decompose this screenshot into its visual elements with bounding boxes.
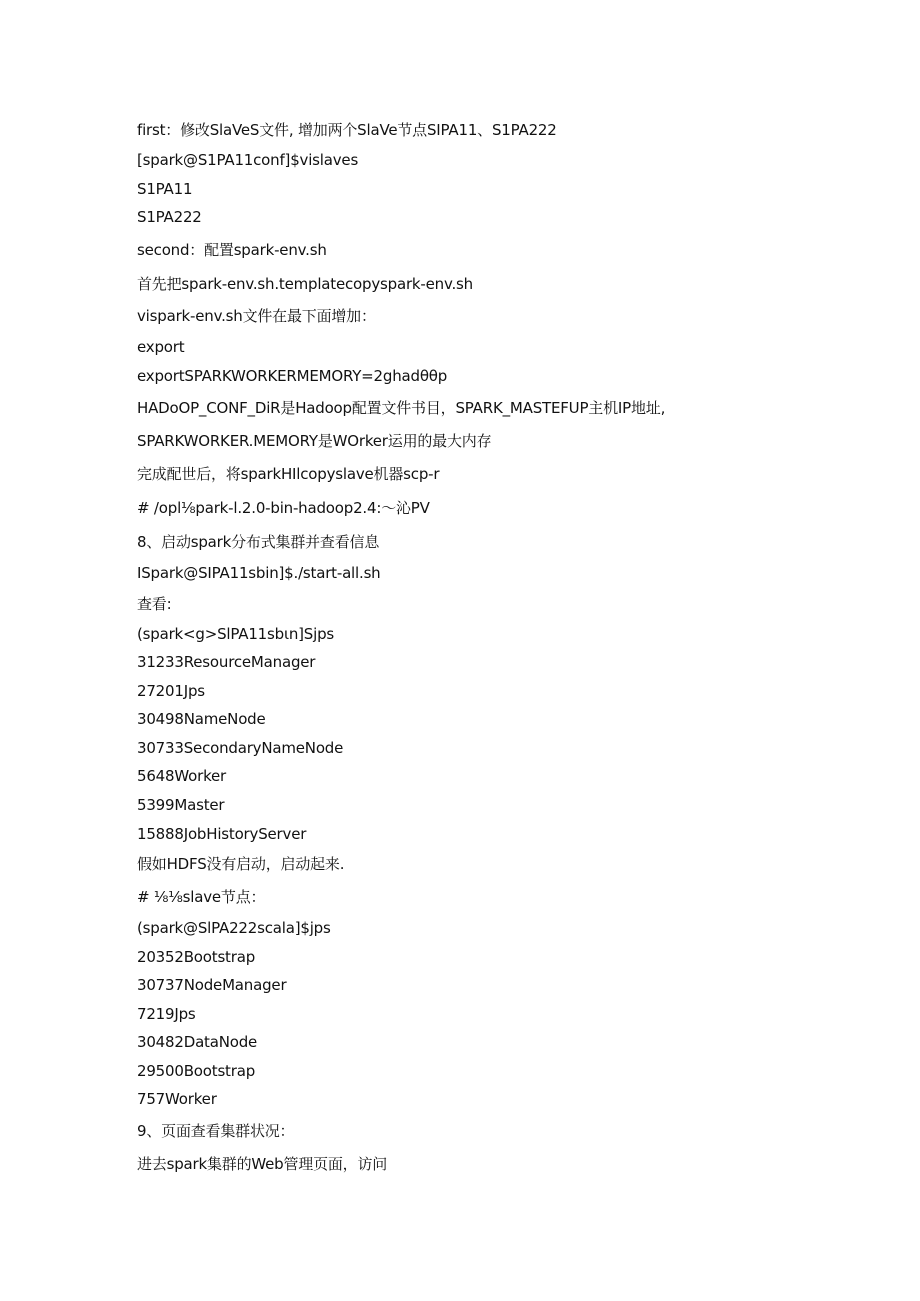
text-line: exportSPARKWORKERMEMORY=2ghadθθp: [137, 367, 448, 385]
text-line: second：配置spark-env.sh: [137, 241, 327, 259]
text-line: 5399Master: [137, 796, 225, 814]
text-line: [spark@S1PA11conf]$vislaves: [137, 151, 359, 169]
text-line: # ⅛⅛slave节点：: [137, 888, 266, 906]
text-line: 30733SecondaryNameNode: [137, 739, 344, 757]
text-line: 完成配世后，将sparkHIlcopyslave机器scp-r: [137, 465, 440, 483]
text-line: 7219Jps: [137, 1005, 196, 1023]
text-line: SPARKWORKER.MEMORY是WOrker运用的最大内存: [137, 432, 492, 450]
text-line: 29500Bootstrap: [137, 1062, 256, 1080]
text-line: # /opl⅛park-l.2.0-bin-hadoop2.4:～沁PV: [137, 499, 430, 517]
text-line: (spark<g>SlPA11sbιn]Sjps: [137, 625, 335, 643]
text-line: 15888JobHistoryServer: [137, 825, 307, 843]
text-line: 20352Bootstrap: [137, 948, 256, 966]
text-line: 30482DataNode: [137, 1033, 258, 1051]
text-line: (spark@SlPA222scala]$jps: [137, 919, 331, 937]
text-line: first：修改SlaVeS文件, 增加两个SlaVe节点SIPA11、S1PA222: [137, 121, 557, 139]
text-line: 5648Worker: [137, 767, 227, 785]
text-line: 27201Jps: [137, 682, 205, 700]
text-line: S1PA222: [137, 208, 202, 226]
text-line: 进去spark集群的Web管理页面，访问: [137, 1155, 388, 1173]
text-line: ISpark@SIPA11sbin]$./start-all.sh: [137, 564, 381, 582]
text-line: 30737NodeManager: [137, 976, 287, 994]
text-line: 31233ResourceManager: [137, 653, 316, 671]
text-line: 查看:: [137, 595, 172, 613]
text-line: 8、启动spark分布式集群并查看信息: [137, 533, 380, 551]
text-line: HADoOP_CONF_DiR是Hadoop配置文件书目，SPARK_MASTEFUP主机IP地址,: [137, 399, 666, 417]
text-line: 首先把spark-env.sh.templatecopyspark-env.sh: [137, 275, 473, 293]
text-line: S1PA11: [137, 180, 193, 198]
text-line: vispark-env.sh文件在最下面增加：: [137, 307, 376, 325]
text-line: 9、页面查看集群状况：: [137, 1122, 295, 1140]
text-line: 30498NameNode: [137, 710, 266, 728]
text-line: 假如HDFS没有启动，启动起来.: [137, 855, 345, 873]
text-line: 757Worker: [137, 1090, 217, 1108]
text-line: export: [137, 338, 185, 356]
